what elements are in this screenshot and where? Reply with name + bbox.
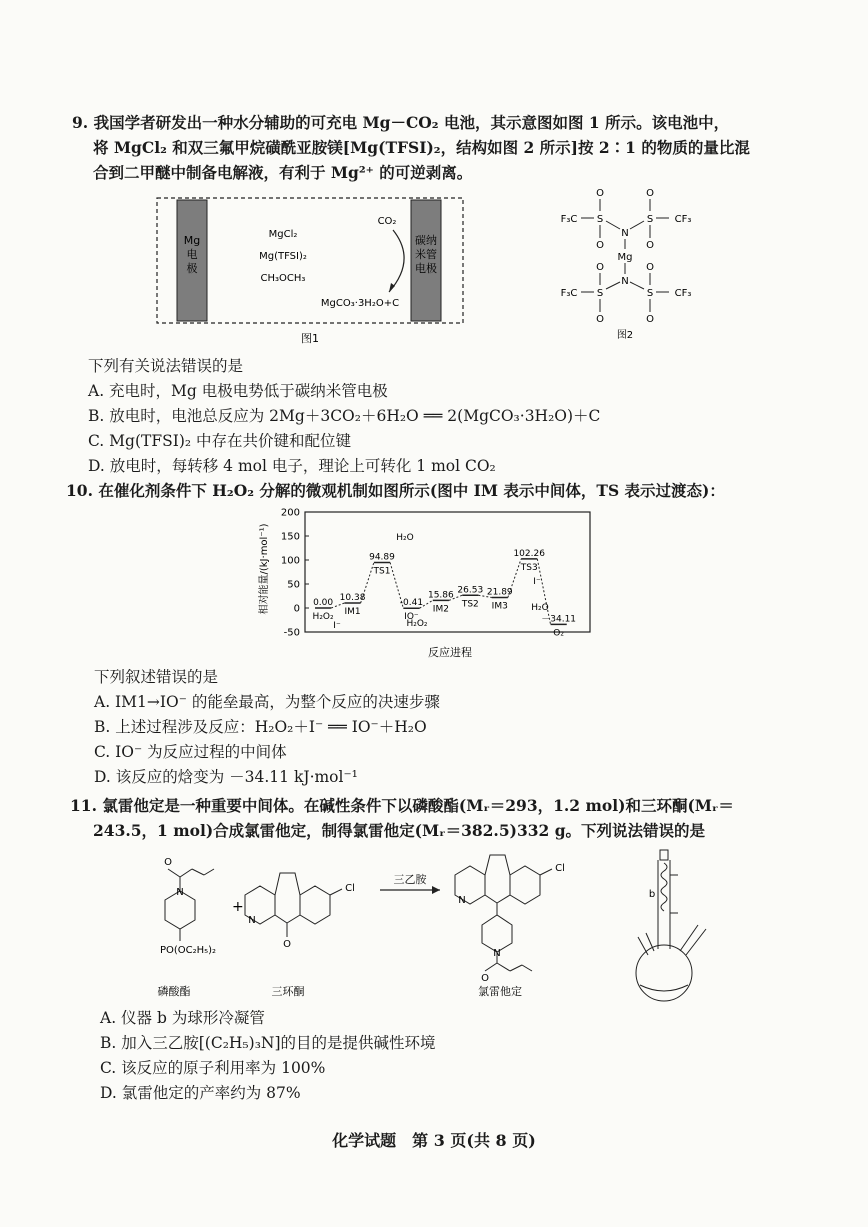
q10-stem: 下列叙述错误的是: [94, 668, 219, 686]
q10-option-b: B. 上述过程涉及反应：H₂O₂＋I⁻ ══ IO⁻＋H₂O: [94, 718, 427, 736]
value-label: －34.11: [541, 614, 577, 625]
svg-text:CF₃: CF₃: [674, 214, 692, 225]
svg-text:N: N: [248, 915, 256, 926]
label-phosphate: 磷酸酯: [157, 985, 191, 998]
state-label: H₂O₂: [312, 612, 334, 622]
y-tick-label: 150: [280, 531, 300, 543]
svg-text:S: S: [646, 288, 654, 299]
svg-text:Mg: Mg: [617, 252, 633, 263]
svg-text:N: N: [458, 895, 466, 906]
value-label: 21.89: [486, 587, 513, 598]
q10-line1: 10. 在催化剂条件下 H₂O₂ 分解的微观机制如图所示(图中 IM 表示中间体，TS 表示过渡态)：: [66, 481, 725, 500]
apparatus-b-label: b: [648, 889, 656, 900]
plus-sign: +: [232, 899, 244, 915]
state-label: IM3: [491, 601, 508, 612]
state-label: IO⁻: [404, 612, 419, 623]
q9-option-b: B. 放电时，电池总反应为 2Mg＋3CO₂＋6H₂O ══ 2(MgCO₃·3H₂O)＋C: [88, 407, 601, 425]
left-electrode-l2: 电: [186, 248, 198, 261]
label-loratadine: 氯雷他定: [478, 985, 522, 998]
right-electrode-l3: 电极: [415, 262, 437, 275]
q9-option-a: A. 充电时，Mg 电极电势低于碳纳米管电极: [88, 382, 388, 400]
electrolyte-l1: MgCl₂: [268, 229, 298, 240]
svg-text:S: S: [596, 288, 604, 299]
svg-text:O: O: [596, 240, 604, 251]
electrolyte-l2: Mg(TFSI)₂: [259, 251, 307, 262]
reaction-scheme: [140, 845, 730, 1015]
svg-text:N: N: [621, 276, 629, 287]
svg-text:N: N: [621, 228, 629, 239]
energy-chart: [255, 504, 595, 668]
label-ketone: 三环酮: [271, 985, 305, 998]
value-label: 94.89: [369, 552, 395, 563]
state-label: IM2: [432, 604, 449, 615]
right-electrode-l1: 碳纳: [415, 234, 437, 247]
left-electrode-l3: 极: [186, 262, 198, 275]
q10-option-d: D. 该反应的焓变为 －34.11 kJ·mol⁻¹: [94, 768, 358, 786]
co2-label: CO₂: [377, 216, 397, 227]
svg-text:O: O: [646, 262, 654, 273]
y-tick-label: 200: [280, 507, 300, 519]
svg-text:O: O: [646, 188, 654, 199]
svg-text:N: N: [493, 948, 501, 959]
q11-line1: 11. 氯雷他定是一种重要中间体。在碱性条件下以磷酸酯(Mᵣ＝293，1.2 mol)和三环酮(Mᵣ＝: [70, 796, 734, 815]
species-annotation: H₂O: [531, 603, 549, 613]
q9-stem: 下列有关说法错误的是: [88, 357, 244, 375]
svg-text:F₃C: F₃C: [560, 214, 578, 225]
svg-text:Cl: Cl: [345, 883, 355, 894]
q9-option-d: D. 放电时，每转移 4 mol 电子，理论上可转化 1 mol CO₂: [88, 457, 496, 475]
svg-text:O: O: [596, 262, 604, 273]
q11-option-c: C. 该反应的原子利用率为 100%: [100, 1059, 326, 1077]
figure-1-caption: 图1: [301, 332, 319, 345]
species-annotation: I⁻: [333, 621, 341, 631]
q10-option-c: C. IO⁻ 为反应过程的中间体: [94, 743, 287, 761]
svg-text:O: O: [164, 857, 172, 868]
q9-line3: 合到二甲醚中制备电解液，有利于 Mg²⁺ 的可逆剥离。: [93, 163, 473, 182]
value-label: 102.26: [513, 548, 545, 559]
value-label: 15.86: [427, 590, 454, 601]
svg-text:O: O: [596, 188, 604, 199]
state-label: TS3: [520, 562, 538, 573]
chart-xlabel: 反应进程: [428, 646, 472, 659]
species-annotation: H₂O₂: [406, 619, 428, 629]
y-tick-label: 50: [287, 579, 300, 591]
svg-text:S: S: [646, 214, 654, 225]
svg-text:PO(OC₂H₅)₂: PO(OC₂H₅)₂: [159, 945, 217, 956]
reagent-label: 三乙胺: [393, 873, 427, 886]
state-label: TS1: [373, 566, 391, 577]
figure-2-structure: [555, 180, 705, 345]
svg-text:Cl: Cl: [555, 863, 565, 874]
chart-ylabel: 相对能量/(kJ·mol⁻¹): [259, 523, 270, 615]
page-footer: 化学试题 第 3 页(共 8 页): [332, 1131, 536, 1150]
svg-text:O: O: [283, 939, 291, 950]
svg-text:CF₃: CF₃: [674, 288, 692, 299]
q10-option-a: A. IM1→IO⁻ 的能垒最高，为整个反应的决速步骤: [94, 693, 440, 711]
svg-text:S: S: [596, 214, 604, 225]
electrolyte-l3: CH₃OCH₃: [260, 273, 306, 284]
y-tick-label: -50: [283, 627, 300, 639]
svg-text:O: O: [596, 314, 604, 325]
svg-text:O: O: [646, 314, 654, 325]
q11-option-a: A. 仪器 b 为球形冷凝管: [100, 1009, 265, 1027]
q11-line2: 243.5，1 mol)合成氯雷他定，制得氯雷他定(Mᵣ＝382.5)332 g。下列说法错误的是: [93, 821, 706, 840]
y-tick-label: 0: [293, 603, 300, 615]
q11-option-b: B. 加入三乙胺[(C₂H₅)₃N]的目的是提供碱性环境: [100, 1034, 436, 1052]
energy-connector: [331, 603, 344, 608]
y-tick-label: 100: [280, 555, 300, 567]
figure-1-battery: [155, 192, 465, 352]
left-electrode-l1: Mg: [183, 234, 201, 247]
figure-2-caption: 图2: [616, 330, 634, 341]
svg-text:N: N: [176, 887, 184, 898]
species-annotation: I⁻: [533, 577, 541, 587]
state-label: O₂: [553, 628, 565, 639]
product-label: MgCO₃·3H₂O+C: [320, 298, 400, 309]
value-label: 0.00: [313, 598, 334, 608]
q11-option-d: D. 氯雷他定的产率约为 87%: [100, 1084, 301, 1102]
q9-line2: 将 MgCl₂ 和双三氟甲烷磺酰亚胺镁[Mg(TFSI)₂，结构如图 2 所示]按 2∶1 的物质的量比混: [93, 138, 750, 157]
state-label: TS2: [461, 599, 479, 610]
right-electrode-l2: 米管: [415, 248, 437, 261]
species-annotation: H₂O: [396, 533, 414, 543]
q9-line1: 9. 我国学者研发出一种水分辅助的可充电 Mg－CO₂ 电池，其示意图如图 1 所示。该电池中，: [72, 113, 730, 132]
q9-option-c: C. Mg(TFSI)₂ 中存在共价键和配位键: [88, 432, 352, 450]
svg-text:O: O: [646, 240, 654, 251]
value-label: -0.41: [399, 598, 424, 609]
value-label: 10.38: [339, 593, 366, 604]
svg-text:O: O: [481, 973, 489, 984]
state-label: IM1: [344, 607, 361, 618]
value-label: 26.53: [457, 585, 484, 596]
svg-text:F₃C: F₃C: [560, 288, 578, 299]
